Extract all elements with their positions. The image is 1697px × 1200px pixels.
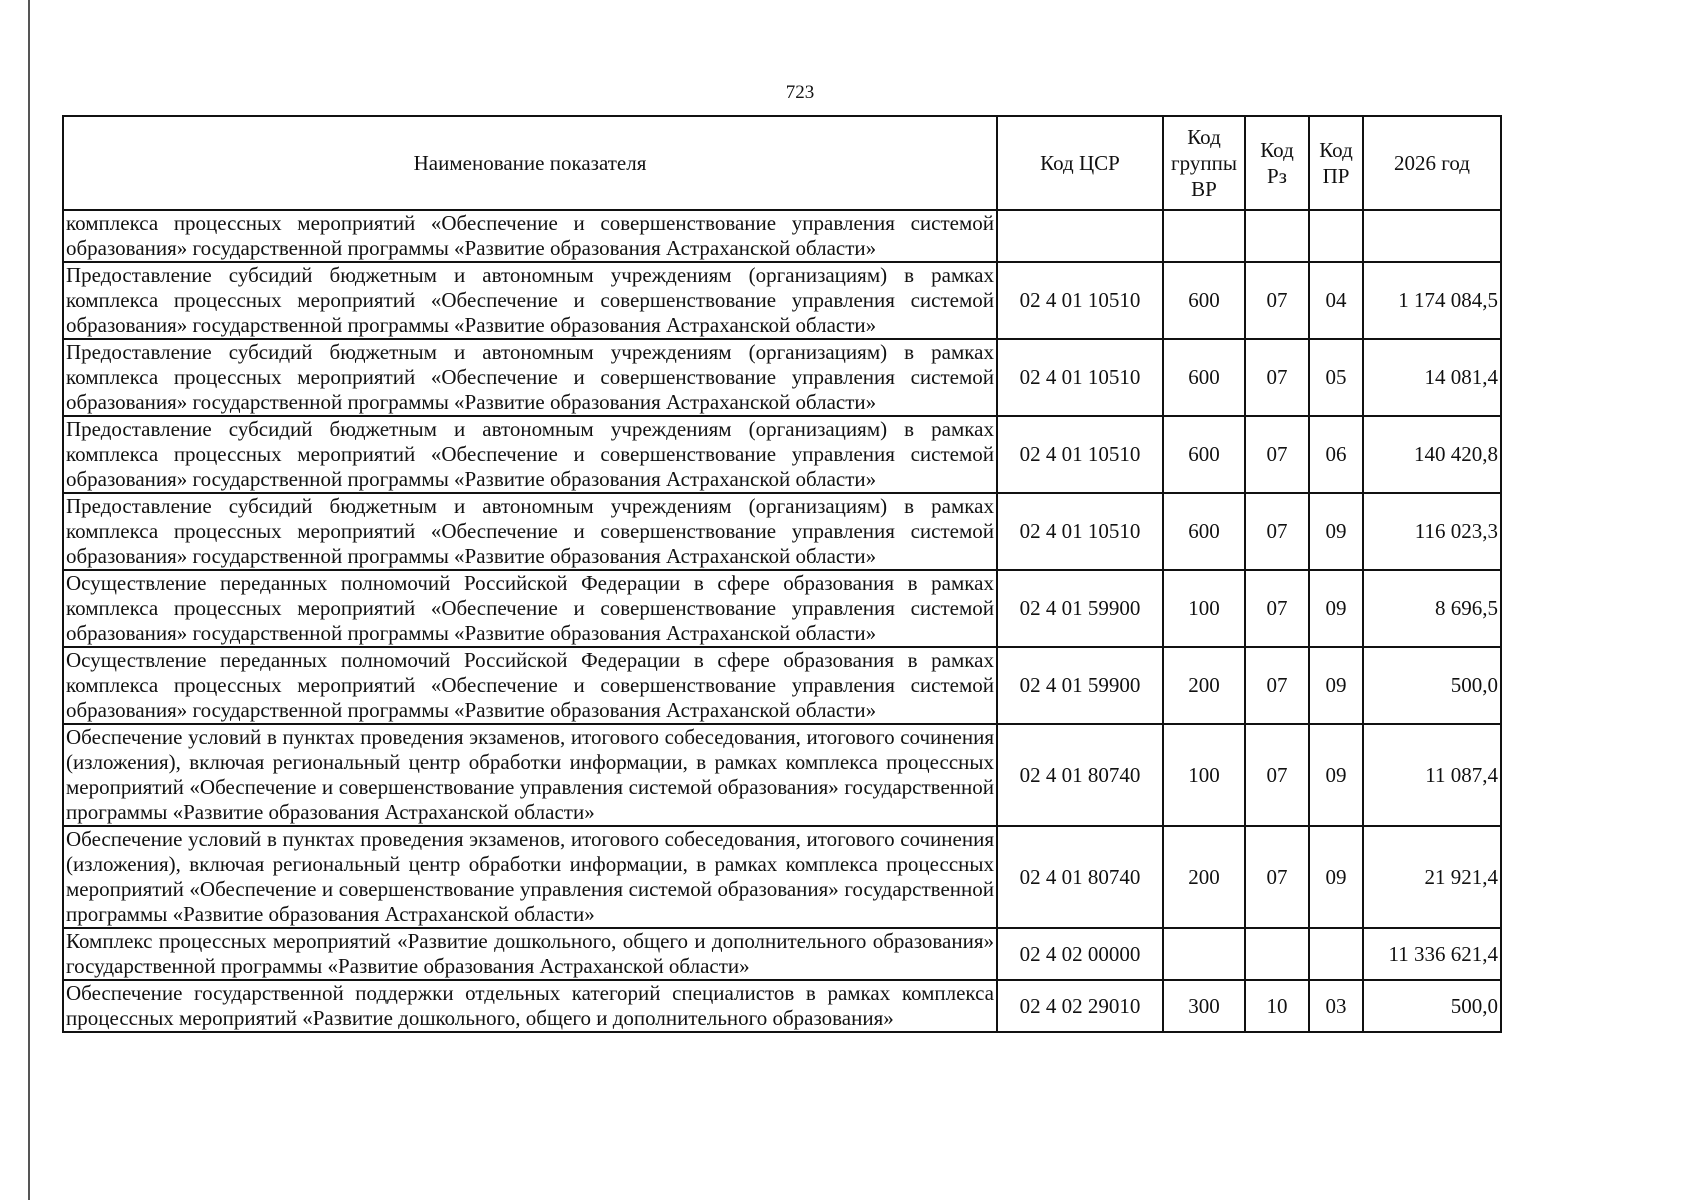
table-row <box>63 210 1501 262</box>
row-rz-code: 10 <box>1245 980 1309 1032</box>
row-rz-code: 07 <box>1245 724 1309 826</box>
row-amount: 1 174 084,5 <box>1363 262 1501 339</box>
table-row <box>63 570 1501 647</box>
row-rz-code: 07 <box>1245 493 1309 570</box>
header-vr-code: Код группы ВР <box>1163 116 1245 210</box>
row-name: Осуществление переданных полномочий Российской Федерации в сфере образования в рамках комплекса процессных мероприятий «Обеспечение и совершенствование управления системой образования» государственной программы «Развитие образования Астраханской области» <box>63 570 997 647</box>
row-pr-code: 06 <box>1309 416 1363 493</box>
row-rz-code: 07 <box>1245 570 1309 647</box>
header-csr-code: Код ЦСР <box>997 116 1163 210</box>
row-amount: 140 420,8 <box>1363 416 1501 493</box>
table-row <box>63 980 1501 1032</box>
row-pr-code <box>1309 928 1363 980</box>
row-vr-code <box>1163 210 1245 262</box>
row-csr-code: 02 4 01 10510 <box>997 262 1163 339</box>
row-amount <box>1363 210 1501 262</box>
row-amount: 21 921,4 <box>1363 826 1501 928</box>
row-csr-code: 02 4 01 59900 <box>997 647 1163 724</box>
row-rz-code: 07 <box>1245 416 1309 493</box>
header-name: Наименование показателя <box>63 116 997 210</box>
row-name: Предоставление субсидий бюджетным и автономным учреждениям (организациям) в рамках комплекса процессных мероприятий «Обеспечение и совершенствование управления системой образования» государственной программы «Развитие образования Астраханской области» <box>63 493 997 570</box>
row-vr-code: 100 <box>1163 724 1245 826</box>
table-header <box>63 116 1501 210</box>
row-name: Предоставление субсидий бюджетным и автономным учреждениям (организациям) в рамках комплекса процессных мероприятий «Обеспечение и совершенствование управления системой образования» государственной программы «Развитие образования Астраханской области» <box>63 339 997 416</box>
row-rz-code <box>1245 928 1309 980</box>
row-name: Предоставление субсидий бюджетным и автономным учреждениям (организациям) в рамках комплекса процессных мероприятий «Обеспечение и совершенствование управления системой образования» государственной программы «Развитие образования Астраханской области» <box>63 262 997 339</box>
row-pr-code: 03 <box>1309 980 1363 1032</box>
budget-table <box>62 115 1502 1033</box>
row-vr-code: 600 <box>1163 339 1245 416</box>
row-pr-code: 04 <box>1309 262 1363 339</box>
header-year-2026: 2026 год <box>1363 116 1501 210</box>
row-vr-code: 600 <box>1163 262 1245 339</box>
table-row <box>63 724 1501 826</box>
row-name: Предоставление субсидий бюджетным и автономным учреждениям (организациям) в рамках комплекса процессных мероприятий «Обеспечение и совершенствование управления системой образования» государственной программы «Развитие образования Астраханской области» <box>63 416 997 493</box>
row-name: комплекса процессных мероприятий «Обеспечение и совершенствование управления системой образования» государственной программы «Развитие образования Астраханской области» <box>63 210 997 262</box>
table-row <box>63 826 1501 928</box>
row-name: Осуществление переданных полномочий Российской Федерации в сфере образования в рамках комплекса процессных мероприятий «Обеспечение и совершенствование управления системой образования» государственной программы «Развитие образования Астраханской области» <box>63 647 997 724</box>
row-amount: 8 696,5 <box>1363 570 1501 647</box>
row-csr-code: 02 4 01 80740 <box>997 724 1163 826</box>
row-name: Комплекс процессных мероприятий «Развитие дошкольного, общего и дополнительного образования» государственной программы «Развитие образования Астраханской области» <box>63 928 997 980</box>
row-amount: 500,0 <box>1363 980 1501 1032</box>
page-number: 723 <box>785 82 815 103</box>
row-csr-code: 02 4 02 29010 <box>997 980 1163 1032</box>
row-name: Обеспечение условий в пунктах проведения экзаменов, итогового собеседования, итогового сочинения (изложения), включая региональный центр обработки информации, в рамках комплекса процессных мероприятий «Обеспечение и совершенствование управления системой образования» государственной программы «Развитие образования Астраханской области» <box>63 724 997 826</box>
row-amount: 11 087,4 <box>1363 724 1501 826</box>
row-csr-code: 02 4 02 00000 <box>997 928 1163 980</box>
row-csr-code: 02 4 01 10510 <box>997 416 1163 493</box>
row-pr-code <box>1309 210 1363 262</box>
table-row <box>63 647 1501 724</box>
row-pr-code: 09 <box>1309 724 1363 826</box>
row-vr-code: 100 <box>1163 570 1245 647</box>
row-rz-code: 07 <box>1245 339 1309 416</box>
row-amount: 14 081,4 <box>1363 339 1501 416</box>
row-csr-code: 02 4 01 10510 <box>997 493 1163 570</box>
row-vr-code: 600 <box>1163 416 1245 493</box>
row-pr-code: 09 <box>1309 570 1363 647</box>
row-pr-code: 09 <box>1309 647 1363 724</box>
row-rz-code <box>1245 210 1309 262</box>
table-row <box>63 493 1501 570</box>
row-pr-code: 09 <box>1309 826 1363 928</box>
row-pr-code: 09 <box>1309 493 1363 570</box>
table-body <box>63 210 1501 1032</box>
row-vr-code: 200 <box>1163 647 1245 724</box>
row-rz-code: 07 <box>1245 262 1309 339</box>
row-amount: 116 023,3 <box>1363 493 1501 570</box>
row-vr-code: 300 <box>1163 980 1245 1032</box>
row-csr-code: 02 4 01 80740 <box>997 826 1163 928</box>
row-pr-code: 05 <box>1309 339 1363 416</box>
header-pr-code: Код ПР <box>1309 116 1363 210</box>
header-row <box>63 116 1501 210</box>
row-rz-code: 07 <box>1245 647 1309 724</box>
row-name: Обеспечение условий в пунктах проведения экзаменов, итогового собеседования, итогового сочинения (изложения), включая региональный центр обработки информации, в рамках комплекса процессных мероприятий «Обеспечение и совершенствование управления системой образования» государственной программы «Развитие образования Астраханской области» <box>63 826 997 928</box>
row-vr-code: 600 <box>1163 493 1245 570</box>
row-csr-code: 02 4 01 10510 <box>997 339 1163 416</box>
row-vr-code <box>1163 928 1245 980</box>
row-csr-code <box>997 210 1163 262</box>
table-row <box>63 262 1501 339</box>
row-amount: 500,0 <box>1363 647 1501 724</box>
row-csr-code: 02 4 01 59900 <box>997 570 1163 647</box>
header-rz-code: Код Рз <box>1245 116 1309 210</box>
table-row <box>63 928 1501 980</box>
row-rz-code: 07 <box>1245 826 1309 928</box>
row-name: Обеспечение государственной поддержки отдельных категорий специалистов в рамках комплекса процессных мероприятий «Развитие дошкольного, общего и дополнительного образования» <box>63 980 997 1032</box>
table-row <box>63 416 1501 493</box>
row-amount: 11 336 621,4 <box>1363 928 1501 980</box>
binding-margin-line <box>28 0 30 1200</box>
row-vr-code: 200 <box>1163 826 1245 928</box>
table-row <box>63 339 1501 416</box>
